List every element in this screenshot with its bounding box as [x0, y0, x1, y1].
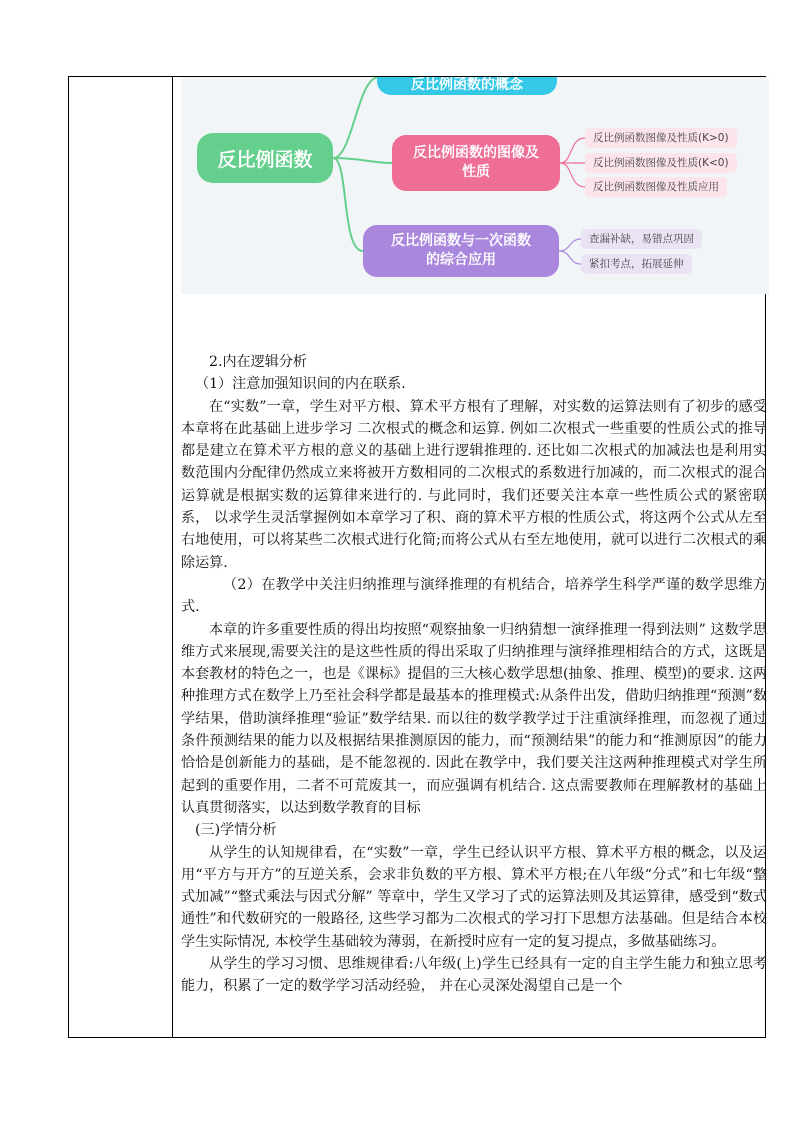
mindmap-leaf: 反比例函数图像及性质(K>0): [585, 128, 737, 148]
document-body: [181, 351, 767, 998]
branch-line-bot: [333, 158, 363, 251]
branch-line-mid: [333, 158, 392, 163]
leaf-line-bot-1: [559, 239, 581, 251]
branch-line-top: [333, 77, 379, 158]
left-column-cell: [69, 77, 173, 1037]
right-column-cell: [173, 77, 765, 1037]
content-table: [68, 76, 766, 1038]
paragraph: 在“实数”一章，学生对平方根、算术平方根有了理解，对实数的运算法则有了初步的感受本章将在此基础上进步学习 二次根式的概念和运算. 例如二次根式一些重要的性质公式的推导都是建立在算术平方根的意义的基础上进行逻辑推理的. 还比如二次根式的加减法也是利用实数范围内分配律仍然成立来将被开方数相同的二次根式的系数进行加减的，而二次根式的混合运算就是根据实数的运算律来进行的. 与此同时，我们还要关注本章一些性质公式的紧密联系， 以求学生灵活掌握例如本章学习了积、商的算术平方根的性质公式，将这两个公式从左至右地使用，可以将某些二次根式进行化简;而将公式从右至左地使用，就可以进行二次根式的乘除运算.: [181, 398, 767, 571]
mind-map: [181, 77, 769, 294]
mindmap-leaf: 反比例函数图像及性质(K<0): [585, 153, 737, 173]
mindmap-root-node: 反比例函数: [197, 133, 333, 183]
mindmap-node-concept: 反比例函数的概念: [377, 77, 557, 95]
leaf-line-mid-1: [560, 138, 585, 163]
mindmap-node-combined-application: 反比例函数与一次函数的综合应用: [363, 225, 559, 277]
mindmap-leaf: 反比例函数图像及性质应用: [585, 177, 727, 197]
section-heading: 2.内在逻辑分析: [209, 354, 308, 370]
subsection-heading: （2）在教学中关注归纳推理与演绎推理的有机结合，培养学生科学严谨的数学思维方式.: [181, 576, 767, 616]
section-heading: (三)学情分析: [195, 822, 277, 839]
paragraph: 本章的许多重要性质的得出均按照“观察抽象一归纳猜想一演绎推理一得到法则” 这数学思维方式来展现,需要关注的是这些性质的得出采取了归纳推理与演绎推理相结合的方式，这既是本套教材的特色之一，也是《课标》提倡的三大核心数学思想(抽象、推理、模型)的要求. 这两种推理方式在数学上乃至社会科学都是最基本的推理模式:从条件出发，借助归纳推理“预测”数学结果，借助演绎推理“验证”数学结果. 而以往的数学教学过于注重演绎推理，而忽视了通过条件预测结果的能力以及根据结果推测原因的能力，而“预测结果”的能力和“推测原因”的能力恰恰是创新能力的基础，是不能忽视的. 因此在教学中，我们要关注这两种推理模式对学生所起到的重要作用，二者不可荒废其一，而应强调有机结合. 这点需要教师在理解教材的基础上认真贯彻落实，以达到数学教育的目标: [181, 621, 767, 816]
leaf-line-mid-3: [560, 163, 585, 187]
mindmap-leaf: 紧扣考点，拓展延伸: [581, 254, 692, 274]
mindmap-leaf: 查漏补缺，易错点巩固: [581, 229, 702, 249]
leaf-line-bot-2: [559, 251, 581, 264]
mindmap-node-graph-properties: 反比例函数的图像及性质: [392, 135, 560, 191]
paragraph: 从学生的学习习惯、思维规律看:八年级(上)学生已经具有一定的自主学生能力和独立思考能力，积累了一定的数学学习活动经验， 并在心灵深处渴望自己是一个: [181, 956, 767, 995]
paragraph: 从学生的认知规律看，在“实数”一章，学生已经认识平方根、算术平方根的概念，以及运用“平方与开方”的互逆关系，会求非负数的平方根、算术平方根;在八年级“分式”和七年级“整式加减”“整式乘法与因式分解” 等章中，学生又学习了式的运算法则及其运算律，感受到“数式通性”和代数研究的一般路径, 这些学习都为二次根式的学习打下思想方法基础。但是结合本校学生实际情况, 本校学生基础较为薄弱，在新授时应有一定的复习提点，多做基础练习。: [181, 844, 767, 950]
subsection-heading: （1）注意加强知识间的内在联系.: [195, 376, 406, 393]
